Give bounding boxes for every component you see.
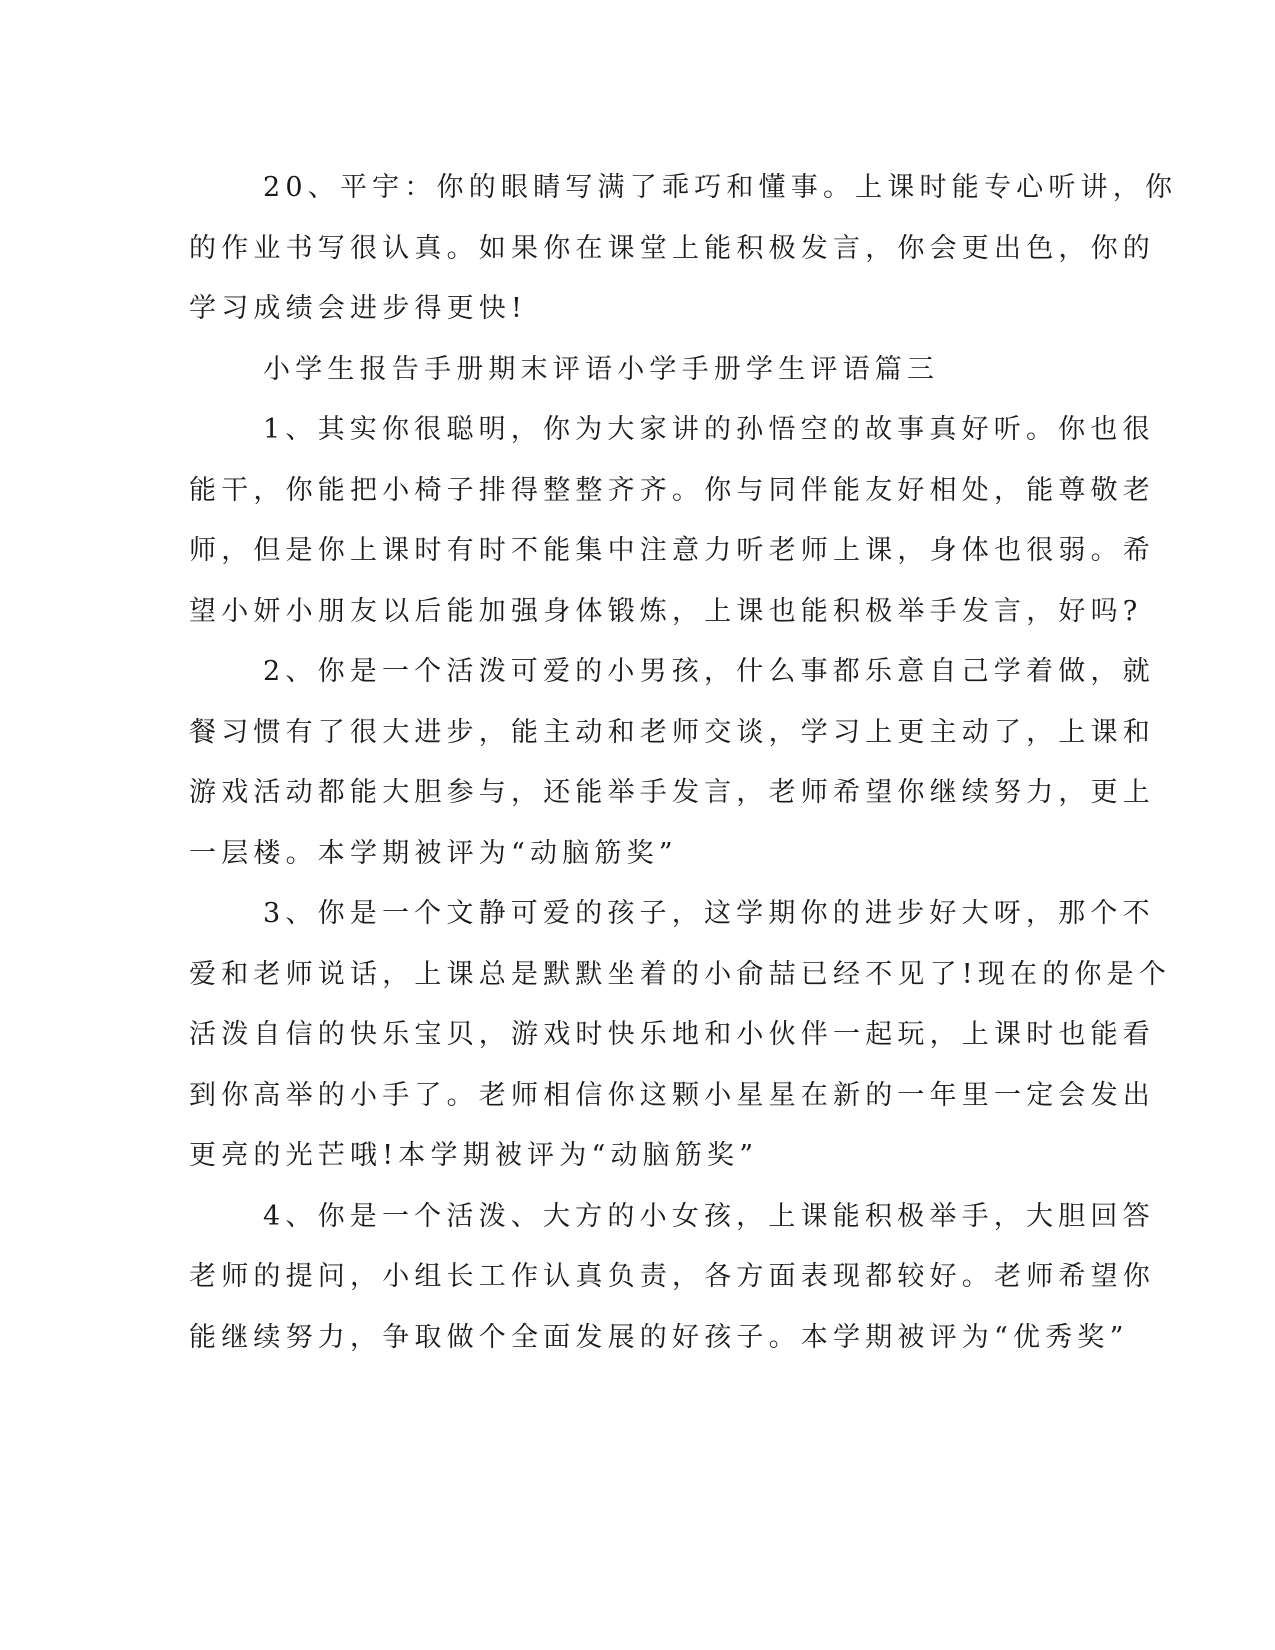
paragraph-20	[189, 158, 1178, 340]
text-line: 的作业书写很认真。如果你在课堂上能积极发言，你会更出色，你的	[189, 232, 1155, 264]
text-line: 师，但是你上课时有时不能集中注意力听老师上课，身体也很弱。希	[189, 535, 1155, 566]
paragraph-4	[189, 1187, 1155, 1369]
text-line: 更亮的光芒哦!本学期被评为“动脑筋奖”	[189, 1140, 759, 1171]
text-line: 学习成绩会进步得更快!	[189, 293, 528, 324]
heading-text: 小学生报告手册期末评语小学手册学生评语篇三	[263, 353, 940, 385]
section-heading	[189, 340, 1069, 401]
text-line: 能继续努力，争取做个全面发展的好孩子。本学期被评为“优秀奖”	[189, 1321, 1129, 1353]
paragraph-2	[189, 642, 1155, 884]
text-line: 20、平宇：你的眼睛写满了乖巧和懂事。上课时能专心听讲，你	[263, 172, 1178, 203]
text-line: 4、你是一个活泼、大方的小女孩，上课能积极举手，大胆回答	[263, 1200, 1155, 1232]
text-line: 餐习惯有了很大进步，能主动和老师交谈，学习上更主动了，上课和	[189, 716, 1155, 748]
text-line: 游戏活动都能大胆参与，还能举手发言，老师希望你继续努力，更上	[189, 777, 1155, 808]
text-line: 爱和老师说话，上课总是默默坐着的小俞喆已经不见了!现在的你是个	[189, 958, 1172, 990]
paragraph-3	[189, 884, 1172, 1187]
text-line: 一层楼。本学期被评为“动脑筋奖”	[189, 837, 678, 869]
text-line: 老师的提问，小组长工作认真负责，各方面表现都较好。老师希望你	[189, 1261, 1155, 1292]
text-line: 望小妍小朋友以后能加强身体锻炼，上课也能积极举手发言，好吗?	[189, 595, 1143, 627]
text-line: 3、你是一个文静可爱的孩子，这学期你的进步好大呀，那个不	[263, 898, 1155, 929]
text-line: 能干，你能把小椅子排得整整齐齐。你与同伴能友好相处，能尊敬老	[189, 474, 1155, 506]
document-body	[189, 158, 1178, 1368]
paragraph-1	[189, 400, 1155, 642]
text-line: 到你高举的小手了。老师相信你这颗小星星在新的一年里一定会发出	[189, 1079, 1155, 1111]
text-line: 2、你是一个活泼可爱的小男孩，什么事都乐意自己学着做，就	[263, 656, 1155, 687]
text-line: 活泼自信的快乐宝贝，游戏时快乐地和小伙伴一起玩，上课时也能看	[189, 1019, 1155, 1050]
text-line: 1、其实你很聪明，你为大家讲的孙悟空的故事真好听。你也很	[263, 414, 1155, 445]
